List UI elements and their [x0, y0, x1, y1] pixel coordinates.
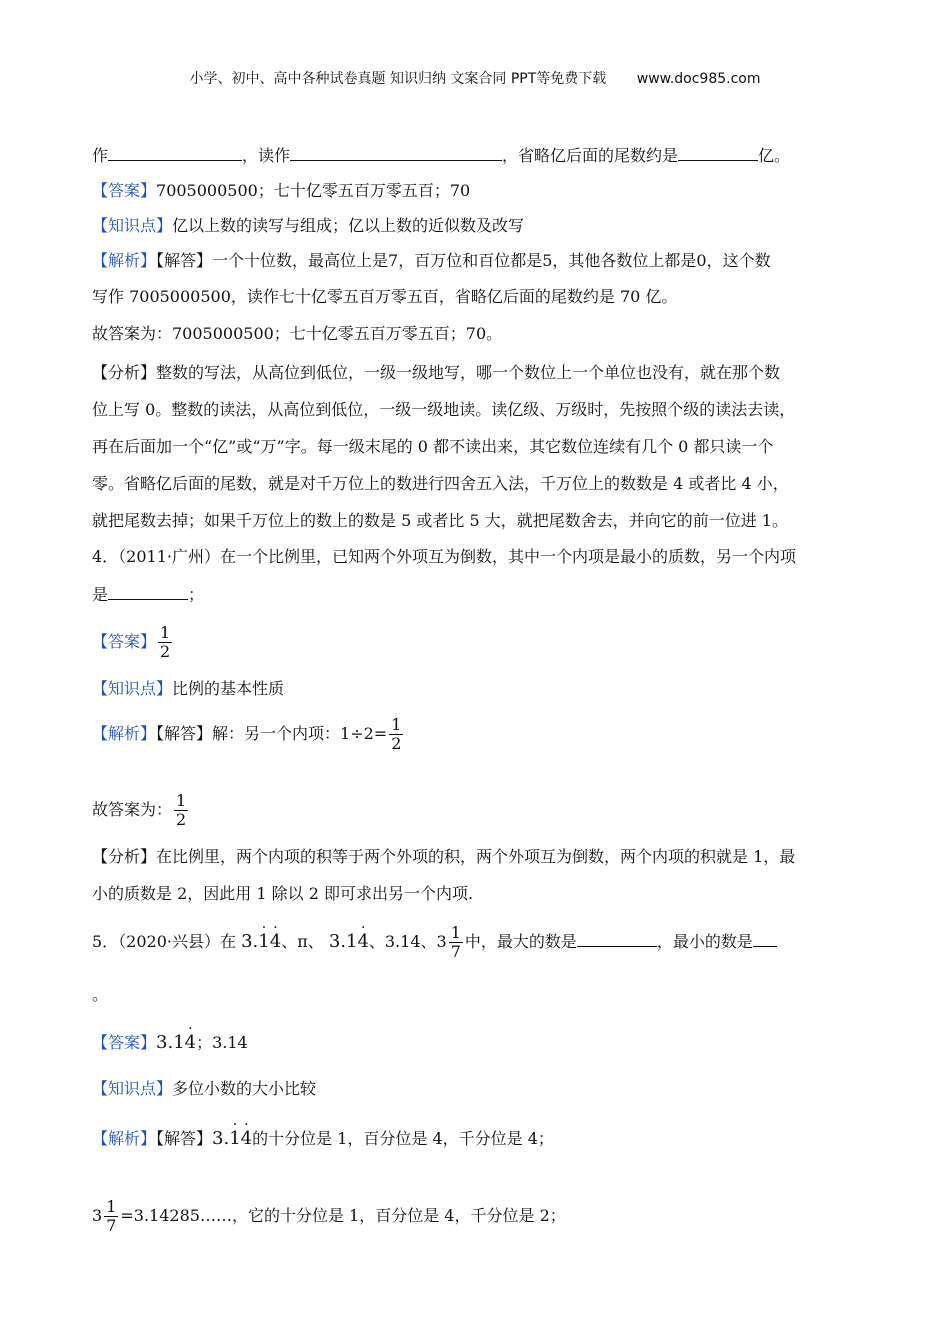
blank — [108, 144, 242, 161]
q4-question-1: 4．（2011·广州）在一个比例里，已知两个外项互为倒数，其中一个内项是最小的质数，另一个内项 — [92, 547, 796, 566]
repeating-decimal: 3.· 1· 4 — [212, 1124, 252, 1154]
q3-explain-5: 就把尾数去掉；如果千万位上的数上的数是 5 或者比 5 大，就把尾数舍去，并向它的前一位进 1。 — [92, 511, 788, 530]
q4-explain-1: 【分析】在比例里，两个内项的积等于两个外项的积，两个外项互为倒数，两个内项的积就是 1，最 — [92, 847, 796, 866]
q4-question-2: 是 ； — [92, 585, 205, 604]
blank — [678, 144, 758, 161]
fraction: $\frac{1}{7}$ — [106, 1197, 117, 1235]
q5-mixed-number-line: 3 $\frac{1}{7}$ =3.14285……，它的十分位是 1，百分位是 4，千分位是 2； — [92, 1197, 566, 1235]
q4-explain-2: 小的质数是 2，因此用 1 除以 2 即可求出另一个内项. — [92, 884, 474, 903]
q5-knowledge-point: 【知识点】多位小数的大小比较 — [92, 1079, 317, 1098]
blank — [290, 144, 502, 161]
blank — [108, 583, 188, 600]
q5-answer: 【答案】3.1· 4；3.14 — [92, 1028, 248, 1058]
page-header — [0, 68, 950, 88]
q4-knowledge-point: 【知识点】比例的基本性质 — [92, 679, 285, 698]
q3-analysis-1: 【解析】【解答】一个十位数，最高位上是7，百万位和百位都是5，其他各数位上都是0，这个数 — [92, 251, 771, 270]
repeating-decimal: 3.1· 4 — [329, 922, 369, 962]
repeating-decimal: 3.· 1· 4 — [241, 922, 281, 962]
header-site: www.doc985.com — [636, 71, 761, 87]
q4-final: 故答案为： $\frac{1}{2}$ — [92, 791, 187, 829]
fraction: $\frac{1}{2}$ — [391, 715, 402, 753]
q3-answer: 【答案】7005000500；七十亿零五百万零五百；70 — [92, 181, 471, 200]
header-text: 小学、初中、高中各种试卷真题 知识归纳 文案合同 PPT等免费下载 — [189, 71, 607, 87]
q4-answer: 【答案】 $\frac{1}{2}$ — [92, 623, 171, 661]
q3-explain-4: 零。省略亿后面的尾数，就是对千万位上的数进行四舍五入法，千万位上的数数是 4 或者比 4 小， — [92, 474, 789, 493]
fraction: $\frac{1}{7}$ — [450, 923, 461, 961]
blank — [753, 930, 777, 947]
blank — [577, 930, 657, 947]
q3-final: 故答案为：7005000500；七十亿零五百万零五百；70。 — [92, 324, 503, 343]
repeating-decimal: 3.1· 4 — [156, 1028, 196, 1058]
q5-question: 5．（2020·兴县）在 3.· 1· 4、π、 3.1· 4、3.14、3 $\frac{1}{7}$ 中，最大的数是 ，最小的数是 — [92, 922, 777, 962]
q3-explain-1: 【分析】整数的写法，从高位到低位，一级一级地写，哪一个数位上一个单位也没有，就在那个数 — [92, 363, 781, 382]
q3-line1: 作 ，读作 ，省略亿后面的尾数约是 亿。 — [92, 146, 791, 165]
q3-explain-3: 再在后面加一个“亿”或“万”字。每一级末尾的 0 都不读出来，其它数位连续有几个 0 都只读一个 — [92, 437, 774, 456]
q3-explain-2: 位上写 0。整数的读法，从高位到低位，一级一级地读。读亿级、万级时，先按照个级的读法去读， — [92, 400, 796, 419]
fraction: $\frac{1}{2}$ — [160, 623, 171, 661]
q4-analysis: 【解析】【解答】解：另一个内项：1÷2= $\frac{1}{2}$ — [92, 715, 402, 753]
q3-analysis-2: 写作 7005000500，读作七十亿零五百万零五百，省略亿后面的尾数约是 70 亿。 — [92, 287, 678, 306]
q5-analysis: 【解析】【解答】3.· 1· 4的十分位是 1，百分位是 4，千分位是 4； — [92, 1124, 554, 1154]
q3-knowledge-point: 【知识点】亿以上数的读写与组成；亿以上数的近似数及改写 — [92, 216, 525, 235]
q5-period: 。 — [92, 985, 109, 1004]
fraction: $\frac{1}{2}$ — [176, 791, 187, 829]
